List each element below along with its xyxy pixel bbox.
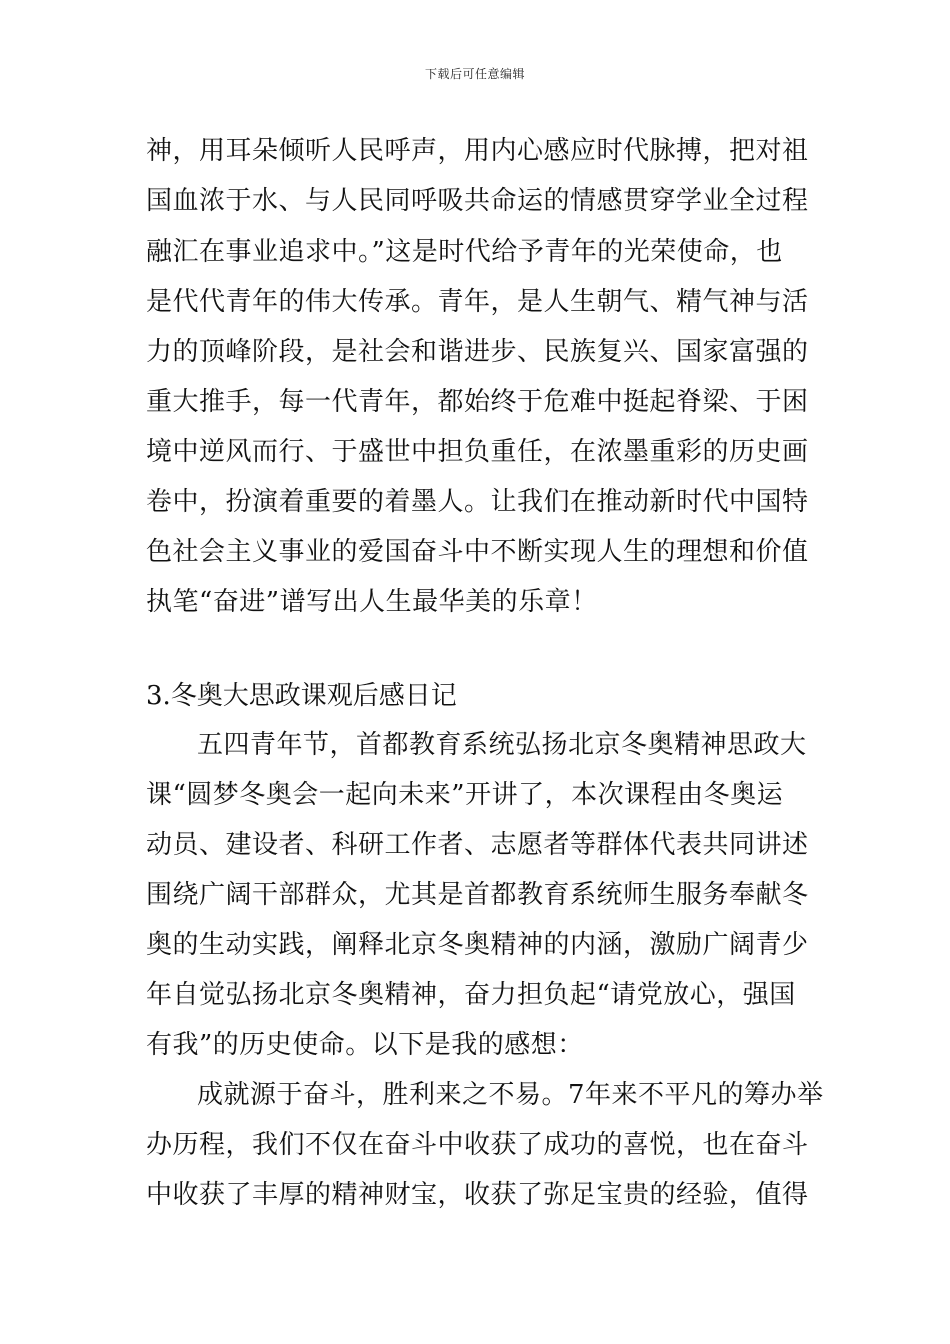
text-line: 中收获了丰厚的精神财宝，收获了弥足宝贵的经验，值得 (146, 1180, 809, 1210)
text-line: 执笔“奋进”谱写出人生最华美的乐章！ (146, 587, 598, 617)
text-line: 动员、建设者、科研工作者、志愿者等群体代表共同讲述 (146, 830, 809, 860)
text-line: 年自觉弘扬北京冬奥精神，奋力担负起“请党放心，强国 (146, 980, 796, 1010)
text-line: 办历程，我们不仅在奋斗中收获了成功的喜悦，也在奋斗 (146, 1130, 809, 1160)
text-line: 神，用耳朵倾听人民呼声，用内心感应时代脉搏，把对祖 (146, 136, 809, 166)
text-line: 力的顶峰阶段，是社会和谐进步、民族复兴、国家富强的 (146, 337, 809, 367)
text-line: 奥的生动实践，阐释北京冬奥精神的内涵，激励广阔青少 (146, 930, 809, 960)
text-line: 有我”的历史使命。以下是我的感想： (146, 1030, 584, 1060)
section-heading: 3.冬奥大思政课观后感日记 (146, 681, 457, 711)
text-line: 融汇在事业追求中。”这是时代给予青年的光荣使命，也 (146, 237, 783, 267)
text-line: 成就源于奋斗，胜利来之不易。7年来不平凡的筹办举 (197, 1080, 824, 1110)
text-line: 围绕广阔干部群众，尤其是首都教育系统师生服务奉献冬 (146, 880, 809, 910)
text-line: 五四青年节，首都教育系统弘扬北京冬奥精神思政大 (197, 730, 807, 760)
text-line: 卷中，扮演着重要的着墨人。让我们在推动新时代中国特 (146, 487, 809, 517)
page-header: 下载后可任意编辑 (424, 67, 525, 81)
text-line: 是代代青年的伟大传承。青年，是人生朝气、精气神与活 (146, 287, 809, 317)
text-line: 重大推手，每一代青年，都始终于危难中挺起脊梁、于困 (146, 387, 809, 417)
text-line: 国血浓于水、与人民同呼吸共命运的情感贯穿学业全过程 (146, 186, 809, 216)
text-line: 色社会主义事业的爱国奋斗中不断实现人生的理想和价值 (146, 537, 809, 567)
text-line: 课“圆梦冬奥会一起向未来”开讲了，本次课程由冬奥运 (146, 780, 784, 810)
text-line: 境中逆风而行、于盛世中担负重任，在浓墨重彩的历史画 (146, 437, 809, 467)
